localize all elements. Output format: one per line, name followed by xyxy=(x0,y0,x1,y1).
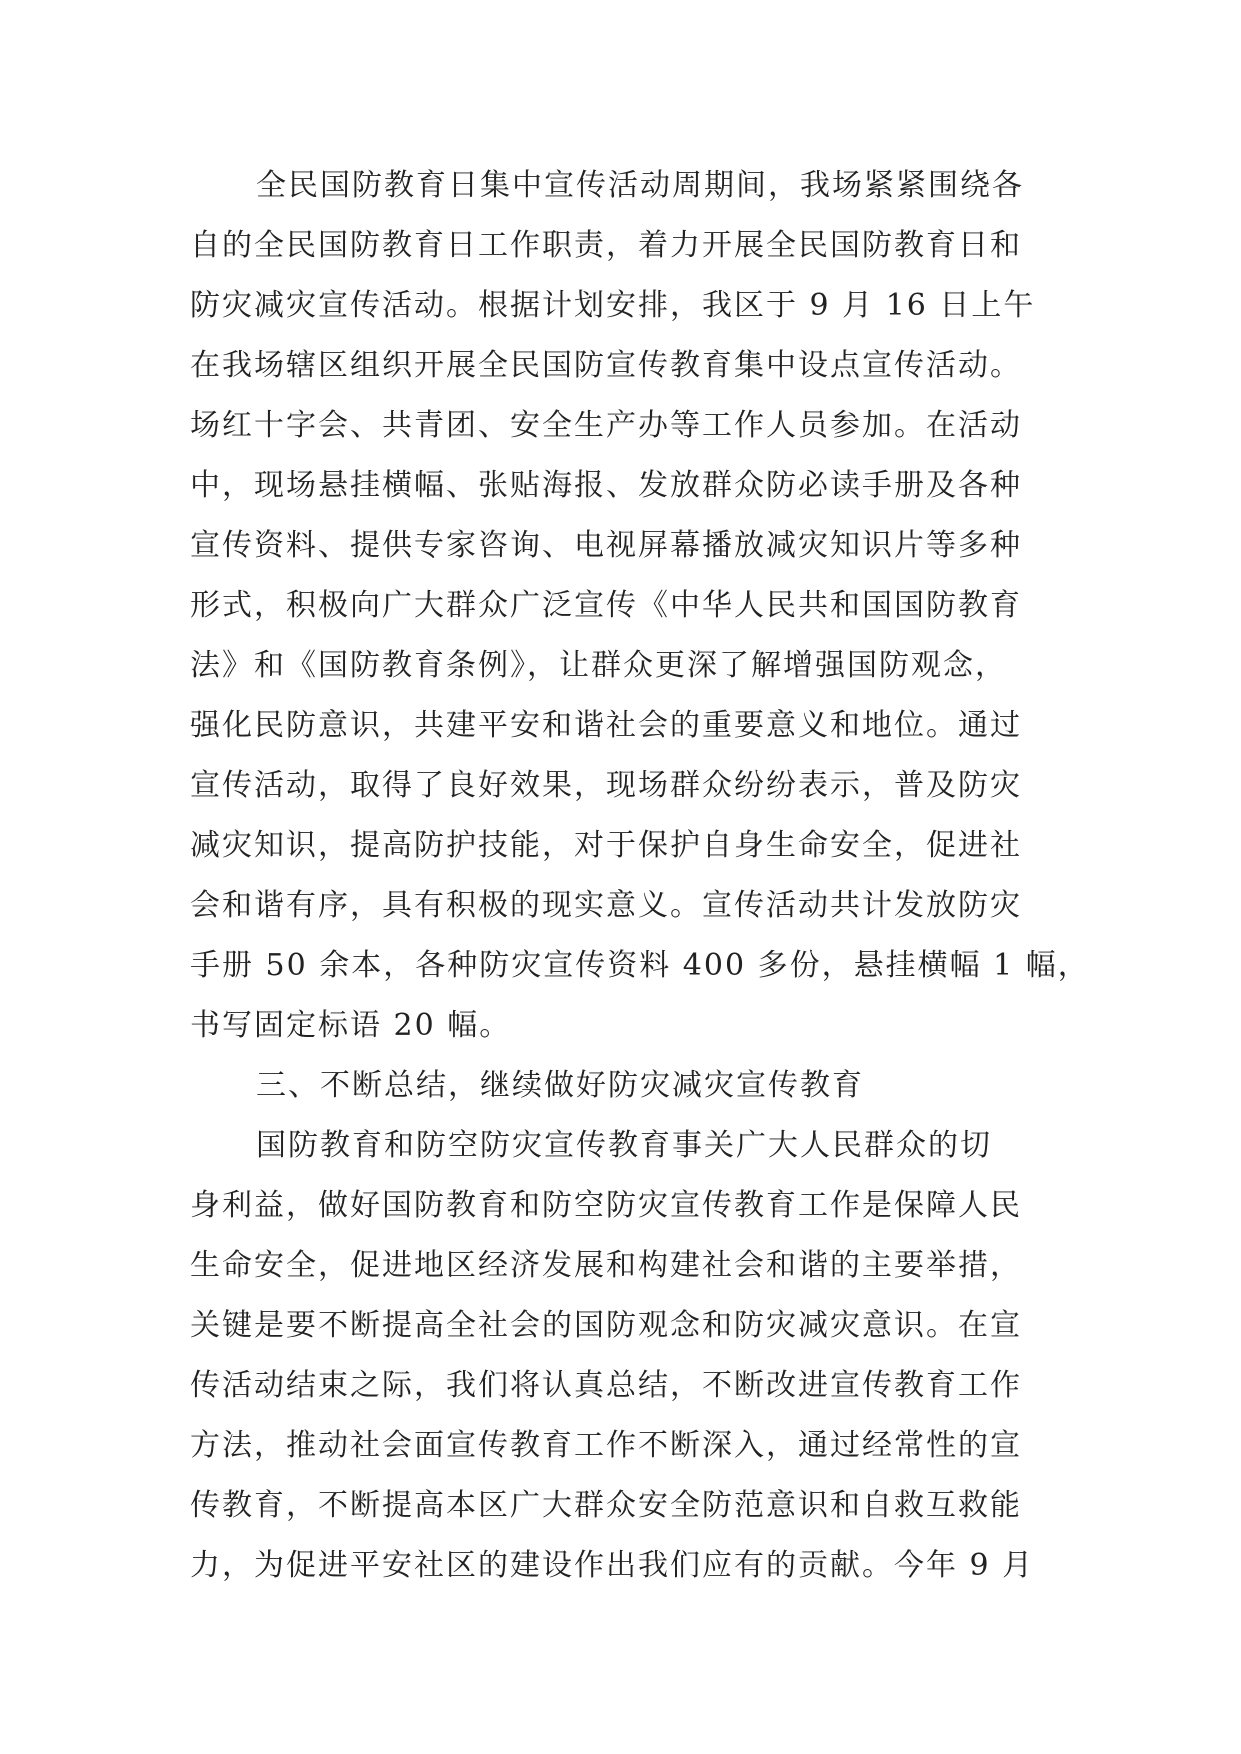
paragraph-1-line-3: 防灾减灾宣传活动。根据计划安排，我区于 9 月 16 日上午 xyxy=(190,288,1036,323)
paragraph-2-line-3: 生命安全，促进地区经济发展和构建社会和谐的主要举措， xyxy=(190,1248,1022,1283)
paragraph-2-line-6: 方法，推动社会面宣传教育工作不断深入，通过经常性的宣 xyxy=(190,1428,1022,1463)
paragraph-1-line-1: 全民国防教育日集中宣传活动周期间，我场紧紧围绕各 xyxy=(256,168,1024,203)
paragraph-1-line-10: 强化民防意识，共建平安和谐社会的重要意义和地位。通过 xyxy=(190,708,1022,743)
paragraph-1-line-6: 中，现场悬挂横幅、张贴海报、发放群众防必读手册及各种 xyxy=(190,468,1022,503)
paragraph-1-line-9: 法》和《国防教育条例》，让群众更深了解增强国防观念， xyxy=(190,648,1007,683)
paragraph-1-line-2: 自的全民国防教育日工作职责，着力开展全民国防教育日和 xyxy=(190,228,1022,263)
paragraph-2-line-2: 身利益，做好国防教育和防空防灾宣传教育工作是保障人民 xyxy=(190,1188,1022,1223)
paragraph-1-line-5: 场红十字会、共青团、安全生产办等工作人员参加。在活动 xyxy=(190,408,1022,443)
paragraph-2-line-7: 传教育，不断提高本区广大群众安全防范意识和自救互救能 xyxy=(190,1488,1022,1523)
paragraph-1-line-12: 减灾知识，提高防护技能，对于保护自身生命安全，促进社 xyxy=(190,828,1022,863)
paragraph-2-line-5: 传活动结束之际，我们将认真总结，不断改进宣传教育工作 xyxy=(190,1368,1022,1403)
paragraph-1-line-11: 宣传活动，取得了良好效果，现场群众纷纷表示，普及防灾 xyxy=(190,768,1022,803)
paragraph-1-line-13: 会和谐有序，具有积极的现实意义。宣传活动共计发放防灾 xyxy=(190,888,1022,923)
paragraph-2-line-4: 关键是要不断提高全社会的国防观念和防灾减灾意识。在宣 xyxy=(190,1308,1022,1343)
paragraph-2-line-1: 国防教育和防空防灾宣传教育事关广大人民群众的切 xyxy=(256,1128,992,1163)
section-heading: 三、不断总结，继续做好防灾减灾宣传教育 xyxy=(256,1068,864,1103)
paragraph-1-line-15: 书写固定标语 20 幅。 xyxy=(190,1008,512,1043)
body-text xyxy=(190,156,1090,1596)
paragraph-2-line-8: 力，为促进平安社区的建设作出我们应有的贡献。今年 9 月 xyxy=(190,1548,1035,1583)
paragraph-1-line-4: 在我场辖区组织开展全民国防宣传教育集中设点宣传活动。 xyxy=(190,348,1022,383)
paragraph-1-line-14: 手册 50 余本，各种防灾宣传资料 400 多份，悬挂横幅 1 幅， xyxy=(190,948,1090,983)
paragraph-1-line-8: 形式，积极向广大群众广泛宣传《中华人民共和国国防教育 xyxy=(190,588,1022,623)
paragraph-1-line-7: 宣传资料、提供专家咨询、电视屏幕播放减灾知识片等多种 xyxy=(190,528,1022,563)
